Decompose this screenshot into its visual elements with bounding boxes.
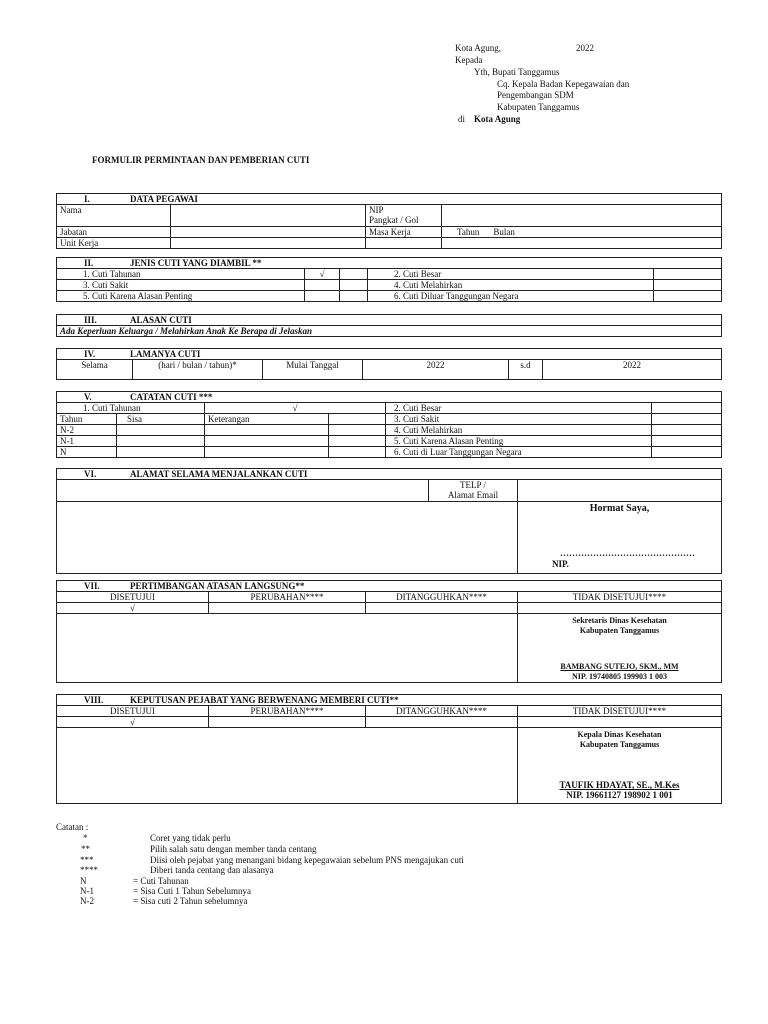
- row-n1: N-1: [57, 436, 117, 447]
- field-jabatan[interactable]: [171, 227, 366, 238]
- header-tidak-disetujui: TIDAK DISETUJUI****: [518, 706, 722, 717]
- row-n: N: [57, 447, 117, 458]
- cuti-sakit: 3. Cuti Sakit: [57, 280, 305, 291]
- signature-dots: ………………………………………: [560, 548, 695, 558]
- header-di: di: [458, 114, 466, 124]
- place-date: Kota Agung,: [455, 43, 501, 53]
- check-disetujui[interactable]: √: [57, 603, 209, 614]
- cuti-melahirkan: 4. Cuti Melahirkan: [368, 280, 654, 291]
- catatan-cuti-tahunan: 1. Cuti Tahunan: [57, 403, 205, 414]
- duration-unit[interactable]: (hari / bulan / tahun)*: [133, 360, 263, 380]
- pertimbangan-notes[interactable]: [57, 614, 518, 683]
- col-keterangan: Keterangan: [205, 414, 329, 425]
- end-date-field[interactable]: 2022: [543, 360, 722, 380]
- check-tidak-disetujui[interactable]: [518, 603, 722, 614]
- check-ditangguhkan[interactable]: [366, 603, 518, 614]
- col-sisa: Sisa: [117, 414, 205, 425]
- keputusan-notes[interactable]: [57, 728, 518, 804]
- alasan-cuti-text[interactable]: Ada Keperluan Keluarga / Melahirkan Anak Ke Berapa di Jelaskan: [57, 326, 722, 337]
- label-nama: Nama: [57, 205, 171, 227]
- check-cuti-alasan-penting[interactable]: [305, 291, 340, 302]
- telp-email-field[interactable]: [518, 480, 722, 502]
- check-tidak-disetujui[interactable]: [518, 717, 722, 728]
- header-ditangguhkan: DITANGGUHKAN****: [366, 706, 518, 717]
- header-disetujui: DISETUJUI: [57, 706, 209, 717]
- header-city: Kota Agung: [474, 114, 521, 124]
- check-disetujui[interactable]: √: [57, 717, 209, 728]
- section-alasan-cuti: III. ALASAN CUTI Ada Keperluan Keluarga / Melahirkan Anak Ke Berapa di Jelaskan: [56, 314, 722, 337]
- catatan-cuti-alasan-penting: 5. Cuti Karena Alasan Penting: [386, 436, 652, 447]
- pejabat-signature: Kepala Dinas Kesehatan Kabupaten Tanggamus TAUFIK HDAYAT, SE., M.Kes NIP. 19661127 198902 1 001: [518, 728, 722, 804]
- field-nip[interactable]: [442, 205, 722, 227]
- hormat-saya: Hormat Saya,: [589, 503, 650, 514]
- section-pertimbangan: VII. PERTIMBANGAN ATASAN LANGSUNG** DISETUJUI PERUBAHAN**** DITANGGUHKAN**** TIDAK DISETUJUI**** √ Sekretaris Dinas Kesehatan Kabupaten Tanggamus BAMBANG SUTEJO, SKM., MM NIP. 19740805 199903 1 003: [56, 580, 722, 683]
- catatan-check-tahunan[interactable]: √: [205, 403, 386, 414]
- catatan-cuti-luar-tanggungan: 6. Cuti di Luar Tanggungan Negara: [386, 447, 652, 458]
- label-selama: Selama: [57, 360, 133, 380]
- signature-block: [518, 502, 722, 574]
- check-cuti-sakit[interactable]: [305, 280, 340, 291]
- header-perubahan: PERUBAHAN****: [209, 592, 366, 603]
- start-date-field[interactable]: 2022: [363, 360, 509, 380]
- header-line4: Kabupaten Tanggamus: [497, 102, 580, 112]
- check-ditangguhkan[interactable]: [366, 717, 518, 728]
- catatan-cuti-besar: 2. Cuti Besar: [386, 403, 652, 414]
- cuti-diluar-tanggungan: 6. Cuti Diluar Tanggungan Negara: [368, 291, 654, 302]
- signature-nip: NIP.: [552, 559, 569, 569]
- field-nama[interactable]: [171, 205, 366, 227]
- cuti-tahunan: 1. Cuti Tahunan: [57, 269, 305, 280]
- label-masa-kerja: Masa Kerja: [366, 227, 442, 238]
- check-cuti-melahirkan[interactable]: [654, 280, 722, 291]
- field-unit-kerja[interactable]: [171, 238, 366, 249]
- header-year: 2022: [576, 43, 594, 53]
- form-title: FORMULIR PERMINTAAN DAN PEMBERIAN CUTI: [92, 155, 310, 165]
- header-disetujui: DISETUJUI: [57, 592, 209, 603]
- alamat-field-top[interactable]: [57, 480, 429, 502]
- label-mulai-tanggal: Mulai Tanggal: [263, 360, 363, 380]
- header-to: Kepada: [455, 55, 483, 65]
- label-jabatan: Jabatan: [57, 227, 171, 238]
- section-keputusan: VIII. KEPUTUSAN PEJABAT YANG BERWENANG MEMBERI CUTI** DISETUJUI PERUBAHAN**** DITANGGUHKAN**** TIDAK DISETUJUI**** √ Kepala Dinas Kesehatan Kabupaten Tanggamus TAUFIK HDAYAT, SE., M.Kes NIP. 19661127 198902 1 001: [56, 694, 722, 804]
- notes-title: Catatan :: [56, 822, 89, 832]
- header-line1: Yth, Bupati Tanggamus: [474, 67, 560, 77]
- label-nip-pangkat: NIP Pangkat / Gol: [366, 205, 442, 227]
- section-header-row: I. DATA PEGAWAI: [57, 194, 722, 205]
- row-n2: N-2: [57, 425, 117, 436]
- check-cuti-diluar-tanggungan[interactable]: [654, 291, 722, 302]
- cuti-besar: 2. Cuti Besar: [368, 269, 654, 280]
- section-jenis-cuti: II. JENIS CUTI YANG DIAMBIL ** 1. Cuti Tahunan √ 2. Cuti Besar 3. Cuti Sakit 4. Cuti Melahirkan 5. Cuti Karena Alasan Penting 6. Cuti Diluar Tanggungan Negara: [56, 257, 722, 302]
- header-line2: Cq. Kepala Badan Kepegawaian dan: [497, 79, 630, 89]
- check-perubahan[interactable]: [209, 717, 366, 728]
- label-sd: s.d: [509, 360, 543, 380]
- check-cuti-besar[interactable]: [654, 269, 722, 280]
- section-alamat: VI. ALAMAT SELAMA MENJALANKAN CUTI TELP / Alamat Email Hormat Saya, ……………………………………… NIP.: [56, 468, 722, 574]
- cuti-alasan-penting: 5. Cuti Karena Alasan Penting: [57, 291, 305, 302]
- header-line3: Pengembangan SDM: [497, 90, 574, 100]
- alamat-field[interactable]: [57, 502, 518, 574]
- label-telp-email: TELP / Alamat Email: [429, 480, 518, 502]
- check-perubahan[interactable]: [209, 603, 366, 614]
- field-masa-kerja[interactable]: Tahun Bulan: [442, 227, 722, 238]
- header-perubahan: PERUBAHAN****: [209, 706, 366, 717]
- section-data-pegawai: [56, 193, 722, 249]
- header-tidak-disetujui: TIDAK DISETUJUI****: [518, 592, 722, 603]
- catatan-cuti-melahirkan: 4. Cuti Melahirkan: [386, 425, 652, 436]
- col-tahun: Tahun: [57, 414, 117, 425]
- check-cuti-tahunan[interactable]: √: [305, 269, 340, 280]
- label-unit-kerja: Unit Kerja: [57, 238, 171, 249]
- catatan-cuti-sakit: 3. Cuti Sakit: [386, 414, 652, 425]
- header-ditangguhkan: DITANGGUHKAN****: [366, 592, 518, 603]
- section-catatan-cuti: V. CATATAN CUTI *** 1. Cuti Tahunan √ 2. Cuti Besar Tahun Sisa Keterangan 3. Cuti Sakit N-2 4. Cuti Melahirkan N-1 5. Cuti Karena Alasan Penting N 6. Cuti di Luar Tanggungan Negara: [56, 391, 722, 458]
- section-lamanya-cuti: IV. LAMANYA CUTI Selama (hari / bulan / tahun)* Mulai Tanggal 2022 s.d 2022: [56, 348, 722, 380]
- atasan-signature: Sekretaris Dinas Kesehatan Kabupaten Tanggamus BAMBANG SUTEJO, SKM., MM NIP. 19740805 199903 1 003: [518, 614, 722, 683]
